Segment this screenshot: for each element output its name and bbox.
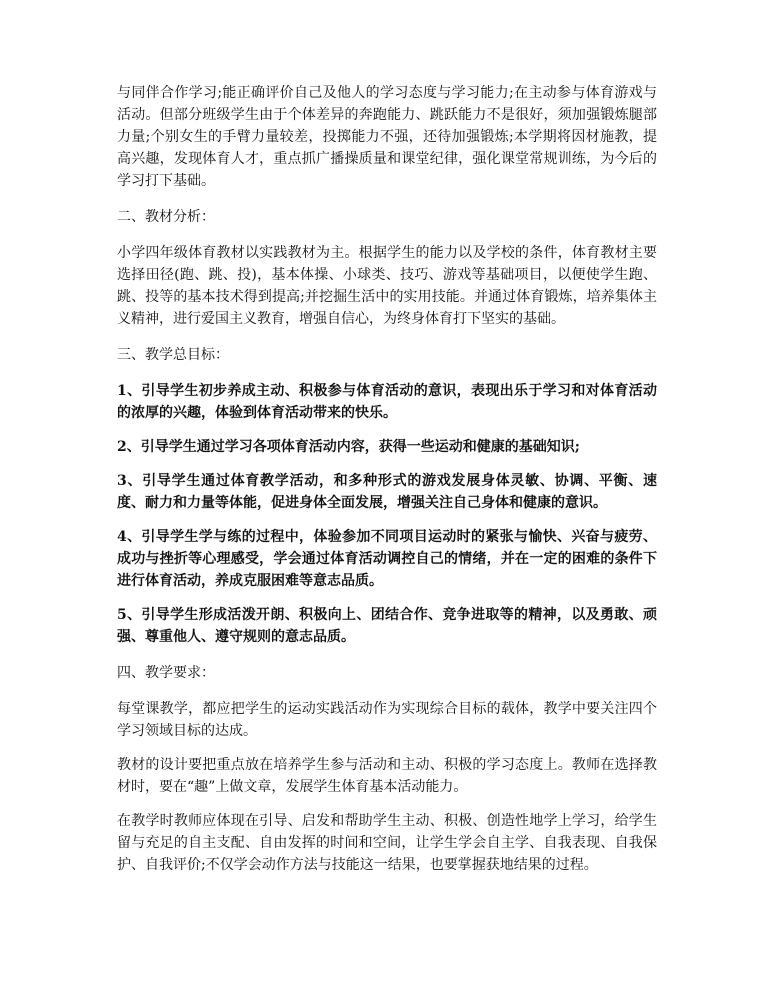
paragraph-class-situation: 与同伴合作学习;能正确评价自己及他人的学习态度与学习能力;在主动参与体育游戏与活动。但部分班级学生由于个体差异的奔跑能力、跳跃能力不是很好，须加强锻炼腿部力量;个别女生的手臂力量较差，投掷能力不强，还待加强锻炼;本学期将因材施教，提高兴趣，发现体育人才，重点抓广播操质量和课堂纪律，强化课堂常规训练，为今后的学习打下基础。 <box>117 85 657 189</box>
goal-item-3: 3、引导学生通过体育教学活动，和多种形式的游戏发展身体灵敏、协调、平衡、速度、耐力和力量等体能，促进身体全面发展，增强关注自己身体和健康的意识。 <box>117 473 657 511</box>
document-body <box>117 82 657 876</box>
heading-teaching-goals: 三、教学总目标： <box>117 347 229 363</box>
heading-material-analysis: 二、教材分析： <box>117 209 215 225</box>
goal-item-4: 4、引导学生学与练的过程中，体验参加不同项目运动时的紧张与愉快、兴奋与疲劳、成功与挫折等心理感受，学会通过体育活动调控自己的情绪，并在一定的困难的条件下进行体育活动，养成克服困难等意志品质。 <box>117 529 657 589</box>
requirement-paragraph-1: 每堂课教学，都应把学生的运动实践活动作为实现综合目标的载体，教学中要关注四个学习领域目标的达成。 <box>117 701 657 739</box>
goal-item-1: 1、引导学生初步养成主动、积极参与体育活动的意识，表现出乐于学习和对体育活动的浓厚的兴趣，体验到体育活动带来的快乐。 <box>117 383 657 421</box>
goal-item-5: 5、引导学生形成活泼开朗、积极向上、团结合作、竞争进取等的精神，以及勇敢、顽强、尊重他人、遵守规则的意志品质。 <box>117 607 657 645</box>
paragraph-material-analysis: 小学四年级体育教材以实践教材为主。根据学生的能力以及学校的条件，体育教材主要选择田径(跑、跳、投)，基本体操、小球类、技巧、游戏等基础项目，以便使学生跑、跳、投等的基本技术得到提高;并挖掘生活中的实用技能。并通过体育锻炼，培养集体主义精神，进行爱国主义教育，增强自信心，为终身体育打下坚实的基础。 <box>117 245 657 327</box>
heading-teaching-requirements: 四、教学要求： <box>117 665 215 681</box>
requirement-paragraph-3: 在教学时教师应体现在引导、启发和帮助学生主动、积极、创造性地学上学习，给学生留与充足的自主支配、自由发挥的时间和空间，让学生学会自主学、自我表现、自我保护、自我评价;不仅学会动作方法与技能这一结果，也要掌握获地结果的过程。 <box>117 813 657 873</box>
requirement-paragraph-2: 教材的设计要把重点放在培养学生参与活动和主动、积极的学习态度上。教师在选择教材时，要在“趣”上做文章，发展学生体育基本活动能力。 <box>117 757 657 795</box>
goal-item-2: 2、引导学生通过学习各项体育活动内容，获得一些运动和健康的基础知识; <box>117 439 580 455</box>
